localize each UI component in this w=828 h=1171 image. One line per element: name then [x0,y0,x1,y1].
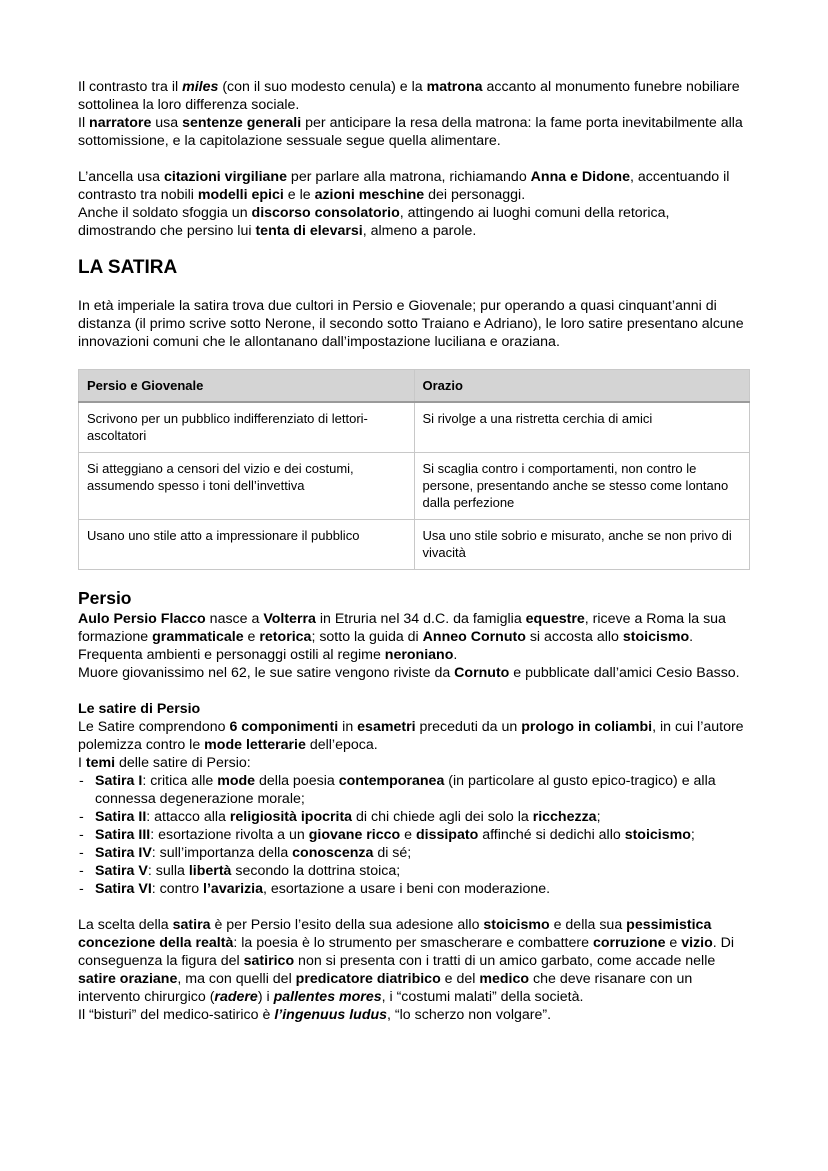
intro-paragraph [78,168,750,204]
table-cell: Si atteggiano a censori del vizio e dei costumi, assumendo spesso i toni dell’invettiva [79,453,415,520]
text-run: Il [78,115,90,131]
comparison-table [78,369,750,570]
bold-text: sentenze generali [182,115,302,131]
bold-text: narratore [89,115,152,131]
text-run: secondo la dottrina stoica; [231,863,401,879]
bold-italic-text: radere [214,989,258,1005]
table-header: Orazio [414,370,750,403]
bold-text: Satira V [95,863,148,879]
text-run: La scelta della [78,917,173,933]
bold-text: ricchezza [532,809,597,825]
table-row [79,402,750,453]
text-run: in [338,719,358,735]
text-run: per anticipare la resa della matrona: la fame porta inevitabilmente alla sottomissione, e la capitolazione sessuale segue quella alimentare. [78,115,743,149]
text-run: : attacco alla [146,809,230,825]
intro-paragraph [78,78,750,114]
bold-text: temi [85,755,116,771]
bold-text: contemporanea [338,773,445,789]
bold-text: esametri [357,719,416,735]
persio-paragraph [78,664,750,682]
list-item-text [95,845,411,861]
bold-text: corruzione [592,935,666,951]
bold-text: Satira VI [95,881,152,897]
text-run: usa [151,115,183,131]
bold-text: conoscenza [292,845,374,861]
bold-text: 6 componimenti [229,719,339,735]
text-run: , attingendo ai luoghi comuni della retorica, dimostrando che persino lui [78,205,670,239]
table-cell: Scrivono per un pubblico indifferenziato di lettori-ascoltatori [79,402,415,453]
text-run: . [453,647,458,663]
text-run: : critica alle [142,773,218,789]
intro-paragraph [78,114,750,150]
bold-italic-text: l’ingenuus ludus [274,1007,388,1023]
text-run: , i “costumi malati” della società. [381,989,584,1005]
table-cell: Usano uno stile atto a impressionare il pubblico [79,520,415,570]
text-run: ) i [257,989,274,1005]
text-run: preceduti da un [415,719,522,735]
text-run: dei personaggi. [424,187,526,203]
list-dash: - [79,827,84,843]
section-heading-satira: LA SATIRA [78,257,178,278]
bold-text: satirico [243,953,295,969]
text-run: Il contrasto tra il [78,79,183,95]
text-run: , esortazione a usare i beni con moderazione. [263,881,551,897]
table-row [79,453,750,520]
text-run: accanto al monumento funebre nobiliare sottolinea la loro differenza sociale. [78,79,740,113]
text-run: non si presenta con i tratti di un amico garbato, come accade nelle [294,953,716,969]
bold-text: vizio [681,935,713,951]
bold-text: azioni meschine [314,187,425,203]
bold-text: religiosità ipocrita [229,809,353,825]
text-run: Il “bisturi” del medico-satirico è [78,1007,275,1023]
bold-italic-text: miles [182,79,219,95]
list-dash: - [79,773,84,789]
document-page [78,78,750,1024]
text-run: , ma con quelli del [177,971,296,987]
table-cell: Si scaglia contro i comportamenti, non contro le persone, presentando anche se stesso come lontano dalla perfezione [414,453,750,520]
text-run: affinché si dedichi allo [478,827,625,843]
list-item-text [95,809,601,825]
section-heading-persio: Persio [78,588,132,608]
bold-text: Satira III [95,827,151,843]
text-run: e pubblicate dall’amici Cesio Basso. [509,665,740,681]
text-run: dell’epoca. [305,737,378,753]
satire-paragraph [78,718,750,754]
text-run: ; [690,827,695,843]
text-run: nasce a [205,611,264,627]
list-dash: - [79,845,84,861]
bold-text: matrona [426,79,483,95]
bold-text: modelli epici [197,187,284,203]
bold-text: Satira I [95,773,143,789]
themes-list [78,772,750,898]
bold-text: l’avarizia [203,881,263,897]
list-dash: - [79,809,84,825]
list-item [78,880,750,898]
bold-text: discorso consolatorio [251,205,400,221]
text-run: è per Persio l’esito della sua adesione allo [210,917,484,933]
satire-paragraph [78,916,750,1006]
bold-text: equestre [525,611,585,627]
text-run: : esortazione rivolta a un [150,827,309,843]
bold-text: mode [217,773,256,789]
list-item [78,772,750,808]
text-run: , almeno a parole. [362,223,477,239]
list-dash: - [79,881,84,897]
table-header-row [79,370,750,403]
bold-text: stoicismo [483,917,550,933]
bold-text: stoicismo [622,629,690,645]
text-run: Muore giovanissimo nel 62, le sue satire vengono riviste da [78,665,455,681]
list-item-text [95,773,716,807]
text-run: . Di conseguenza la figura del [78,935,735,969]
satira-paragraph [78,297,750,351]
bold-text: Anna e Didone [530,169,630,185]
text-run: (con il suo modesto cenula) e la [218,79,427,95]
list-item-text [95,827,695,843]
text-run: di sé; [373,845,412,861]
bold-text: neroniano [384,647,454,663]
bold-text: Satira II [95,809,147,825]
table-cell: Si rivolge a una ristretta cerchia di amici [414,402,750,453]
list-item [78,808,750,826]
bold-text: stoicismo [624,827,691,843]
text-run: ; sotto la guida di [311,629,423,645]
bold-text: mode letterarie [204,737,306,753]
list-item [78,844,750,862]
text-run: in Etruria nel 34 d.C. da famiglia [315,611,526,627]
text-run: : contro [151,881,204,897]
bold-text: Aulo Persio Flacco [78,611,206,627]
bold-text: Satira IV [95,845,152,861]
text-run: Anche il soldato sfoggia un [78,205,252,221]
list-item-text [95,881,550,897]
text-run: per parlare alla matrona, richiamando [286,169,531,185]
bold-text: dissipato [415,827,479,843]
text-run: . Frequenta ambienti e personaggi ostili al regime [78,629,694,663]
bold-text: giovane ricco [308,827,401,843]
text-run: e [243,629,260,645]
bold-text: citazioni virgiliane [163,169,287,185]
list-item-text [95,863,400,879]
text-run: ; [596,809,601,825]
bold-text: retorica [259,629,312,645]
text-run: In età imperiale la satira trova due cultori in Persio e Giovenale; pur operando a quasi cinquant’anni di distanza (il primo scrive sotto Nerone, il secondo sotto Traiano e Adriano), le loro satire presentano alcune innovazioni comuni che le allontanano dall’impostazione luciliana e oraziana. [78,298,744,350]
bold-text: satira [172,917,211,933]
bold-text: Volterra [263,611,316,627]
text-run: , riceve a Roma la sua formazione [78,611,726,645]
text-run: e del [440,971,480,987]
table-header: Persio e Giovenale [79,370,415,403]
bold-text: libertà [188,863,232,879]
table-row [79,520,750,570]
text-run: , “lo scherzo non volgare”. [387,1007,552,1023]
persio-paragraph [78,610,750,664]
text-run: e [665,935,682,951]
text-run: I [78,755,86,771]
bold-text: Anneo Cornuto [422,629,526,645]
bold-text: predicatore diatribico [295,971,441,987]
text-run: di chi chiede agli dei solo la [352,809,533,825]
bold-text: pessimistica concezione della realtà [78,917,712,951]
bold-text: tenta di elevarsi [255,223,363,239]
bold-text: Cornuto [454,665,510,681]
list-item [78,826,750,844]
text-run: , accentuando il contrasto tra nobili [78,169,730,203]
text-run: : sulla [147,863,189,879]
subheading-satire-persio: Le satire di Persio [78,701,201,717]
text-run: e della sua [549,917,627,933]
bold-text: prologo in coliambi [521,719,653,735]
text-run: che deve risanare con un intervento chirurgico ( [78,971,693,1005]
bold-text: grammaticale [152,629,244,645]
bold-text: medico [479,971,530,987]
satire-paragraph [78,754,750,772]
bold-text: satire oraziane [78,971,178,987]
text-run: Le Satire comprendono [78,719,230,735]
bold-italic-text: pallentes mores [273,989,382,1005]
list-dash: - [79,863,84,879]
intro-paragraph [78,204,750,240]
text-run: , in cui l’autore polemizza contro le [78,719,744,753]
table-cell: Usa uno stile sobrio e misurato, anche se non privo di vivacità [414,520,750,570]
text-run: : la poesia è lo strumento per smascherare e combattere [233,935,593,951]
text-run: : sull’importanza della [151,845,293,861]
text-run: (in particolare al gusto epico-tragico) e alla connessa degenerazione morale; [95,773,716,807]
text-run: delle satire di Persio: [115,755,251,771]
list-item [78,862,750,880]
text-run: e [400,827,416,843]
text-run: si accosta allo [525,629,623,645]
text-run: L’ancella usa [78,169,164,185]
text-run: della poesia [255,773,339,789]
satire-paragraph [78,1006,750,1024]
text-run: e le [283,187,315,203]
